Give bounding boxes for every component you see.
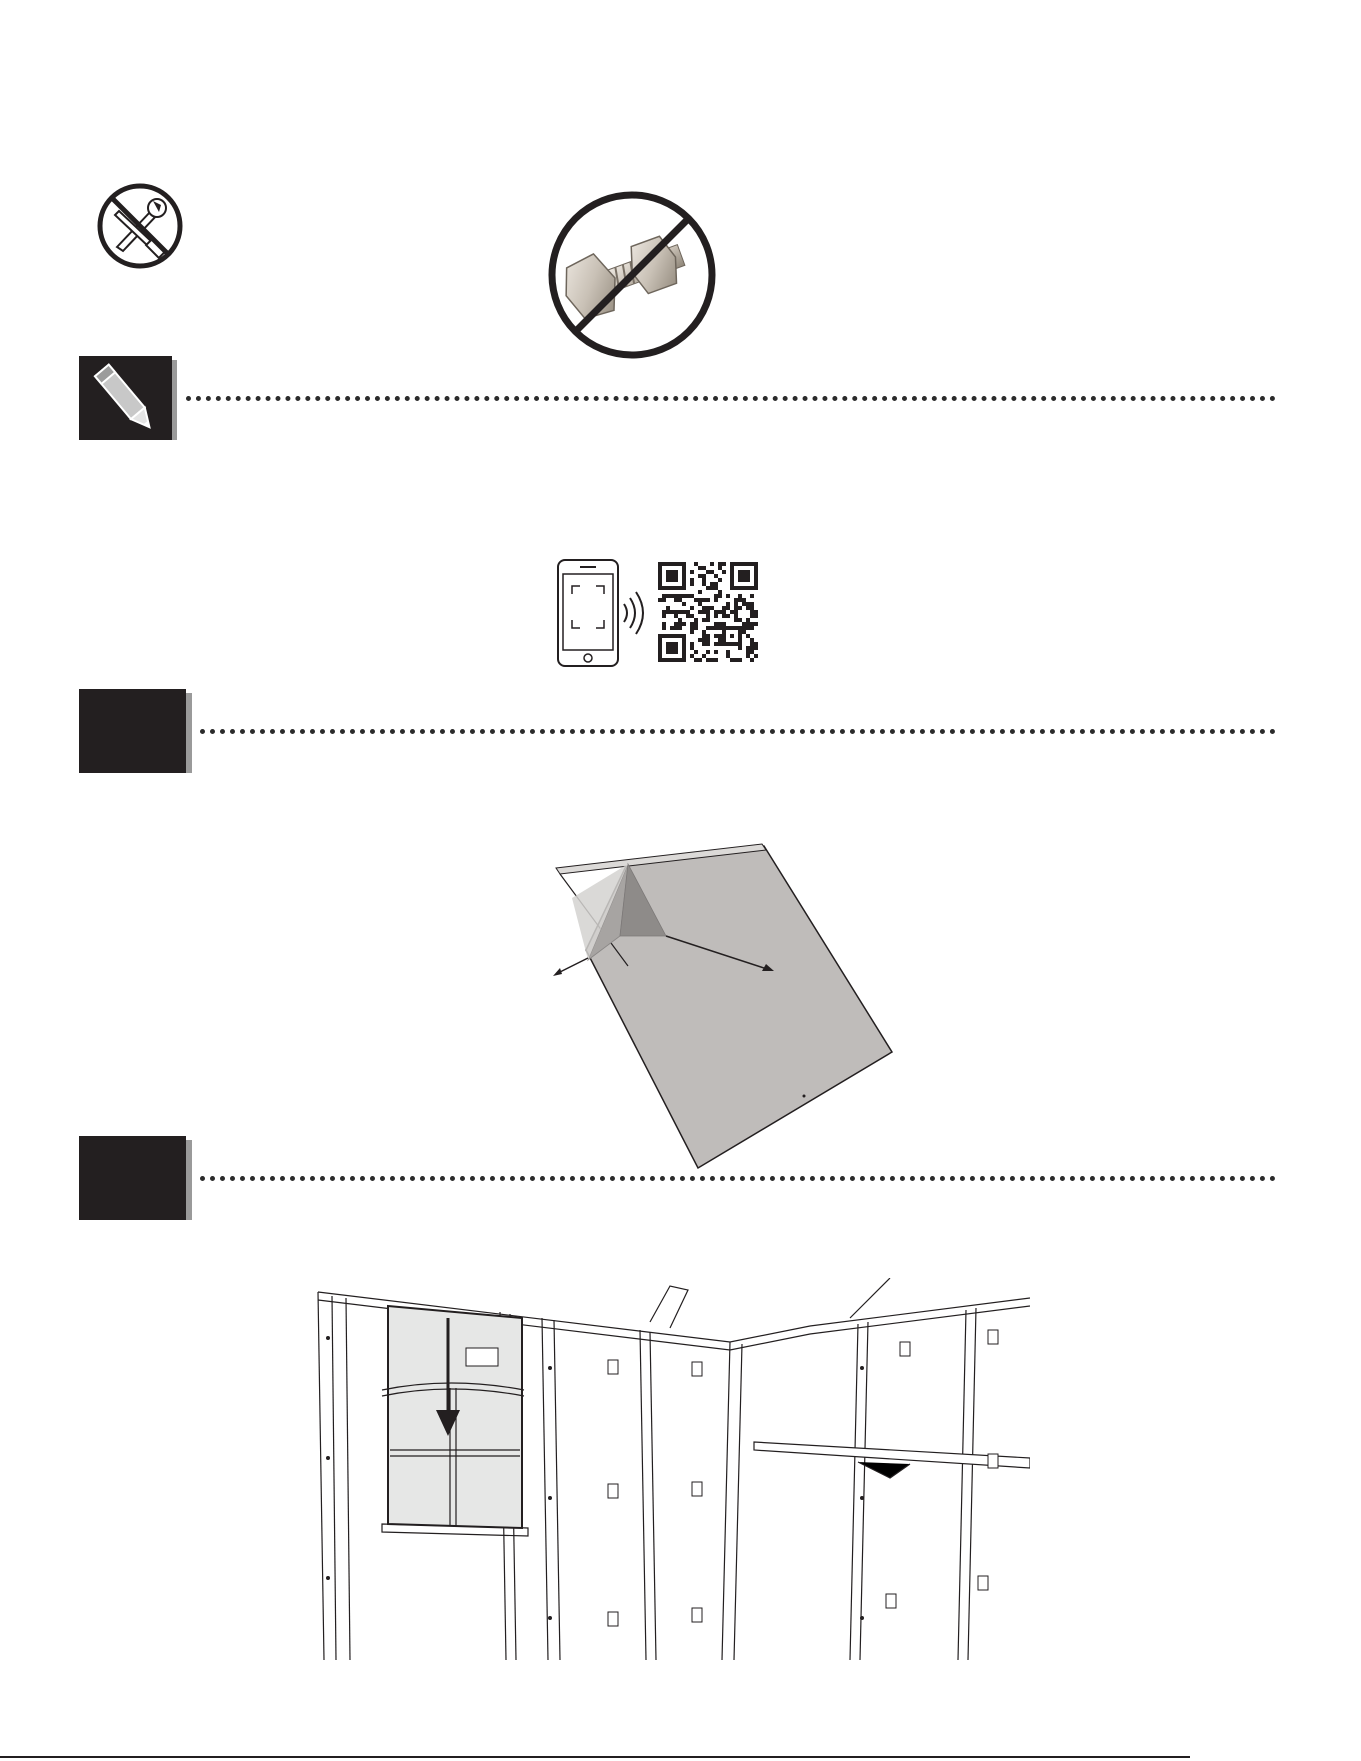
qr-code-icon: [658, 562, 758, 662]
section-divider-3: [200, 1176, 1276, 1181]
footer-rule: [0, 1756, 1190, 1758]
step-block-a: [79, 689, 186, 773]
section-divider-1: [186, 396, 1276, 401]
no-tools-icon: [95, 181, 185, 271]
pencil-marker: [79, 356, 172, 440]
film-peel-illustration: [548, 840, 904, 1170]
shed-interior-illustration: [310, 1278, 1030, 1660]
section-divider-2: [200, 729, 1276, 734]
step-block-b: [79, 1136, 186, 1220]
step-block-a-shadow: [186, 693, 192, 773]
step-block-b-shadow: [186, 1140, 192, 1220]
pencil-icon: [79, 356, 172, 440]
pencil-marker-shadow: [172, 360, 177, 440]
no-hardware-icon: [545, 188, 719, 362]
phone-scan-icon: [556, 558, 648, 670]
